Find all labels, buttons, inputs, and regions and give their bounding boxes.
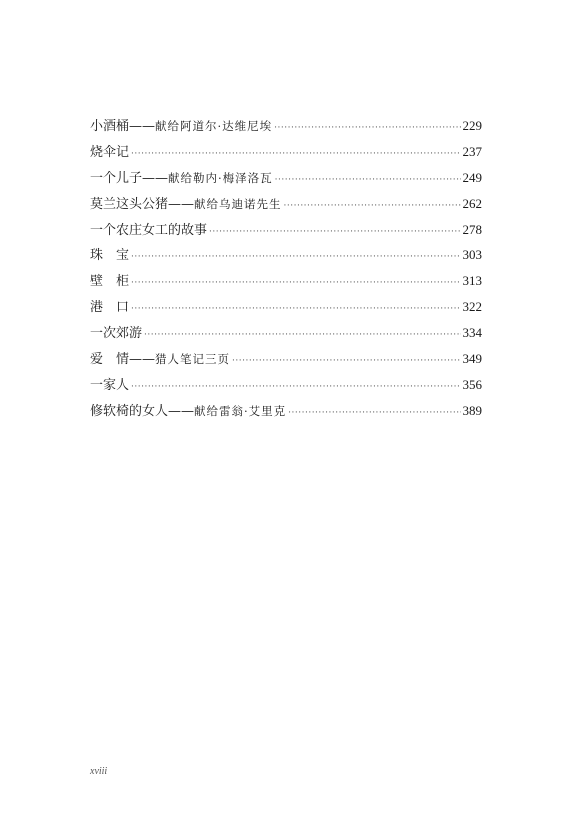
toc-entry-page: 334 — [462, 325, 482, 341]
dot-leader — [274, 116, 460, 142]
toc-entry-title — [90, 114, 272, 140]
toc-entry-title — [90, 399, 286, 425]
dot-leader — [131, 142, 460, 168]
toc-entry-page: 237 — [462, 143, 482, 159]
toc-entry[interactable] — [90, 320, 482, 346]
toc-entry-page: 262 — [462, 195, 482, 211]
toc-entry-page: 389 — [462, 402, 482, 418]
toc-entry-main-title: 小酒桶—— — [90, 119, 156, 134]
toc-entry-page: 278 — [462, 221, 482, 237]
toc-entry-title — [90, 243, 129, 269]
toc-entry-title — [90, 295, 129, 321]
toc-entry-page: 349 — [462, 351, 482, 367]
toc-entry-dedication: 献给勒内·梅泽洛瓦 — [168, 170, 273, 185]
toc-entry[interactable] — [90, 372, 482, 398]
toc-entry-main-title: 一家人 — [90, 377, 130, 393]
toc-entry-dedication: 献给乌迪诺先生 — [194, 196, 282, 211]
toc-entry-title — [90, 321, 142, 347]
toc-entry-title — [90, 218, 207, 244]
toc-entry-dedication: 献给雷翁·艾里克 — [194, 403, 287, 418]
toc-entry[interactable] — [90, 268, 482, 294]
toc-entry[interactable] — [90, 165, 482, 191]
toc-entry-main-title: 修软椅的女人—— — [90, 403, 195, 419]
toc-entry[interactable] — [90, 242, 482, 268]
dot-leader — [288, 401, 460, 427]
toc-entry-main-title: 一个儿子—— — [90, 170, 169, 186]
page-number: xviii — [90, 766, 108, 777]
dot-leader — [131, 297, 460, 323]
toc-entry-main-title: 珠 宝 — [90, 248, 130, 264]
toc-entry-page: 303 — [462, 247, 482, 263]
toc-entry-page: 356 — [462, 376, 482, 392]
toc-entry[interactable] — [90, 346, 482, 372]
dot-leader — [144, 323, 460, 349]
toc-entry-title — [90, 373, 129, 399]
toc-entry[interactable] — [90, 139, 482, 165]
toc-entry-main-title: 爱 情—— — [90, 352, 156, 368]
dot-leader — [131, 271, 460, 297]
toc-entry[interactable] — [90, 294, 482, 320]
dot-leader — [131, 375, 460, 401]
toc-entry-main-title: 壁 柜 — [90, 274, 130, 290]
toc-entry-page: 229 — [462, 118, 482, 133]
toc-entry-main-title: 莫兰这头公猪—— — [90, 196, 195, 212]
toc-entry-title — [90, 347, 230, 373]
toc-entry-main-title: 港 口 — [90, 300, 130, 316]
toc-entry-dedication: 献给阿道尔·达维尼埃 — [155, 119, 273, 133]
dot-leader — [131, 245, 460, 271]
toc-entry-title — [90, 192, 282, 218]
dot-leader — [284, 194, 461, 220]
toc-entry-page: 249 — [462, 169, 482, 185]
toc-entry-main-title: 一个农庄女工的故事 — [90, 222, 208, 238]
toc-entry[interactable] — [90, 113, 482, 139]
dot-leader — [232, 349, 460, 375]
toc-entry-title — [90, 269, 129, 295]
toc-entry[interactable] — [90, 191, 482, 217]
toc-entry[interactable] — [90, 217, 482, 243]
dot-leader — [209, 220, 460, 246]
toc-entry-title — [90, 166, 273, 192]
toc-entry[interactable] — [90, 398, 482, 424]
dot-leader — [275, 168, 461, 194]
table-of-contents — [90, 113, 482, 424]
toc-entry-page: 313 — [462, 273, 482, 289]
toc-entry-page: 322 — [462, 299, 482, 315]
toc-entry-main-title: 烧伞记 — [90, 144, 130, 160]
toc-entry-main-title: 一次郊游 — [90, 326, 143, 342]
toc-entry-title — [90, 140, 129, 166]
toc-entry-dedication: 猎人笔记三页 — [155, 352, 231, 367]
